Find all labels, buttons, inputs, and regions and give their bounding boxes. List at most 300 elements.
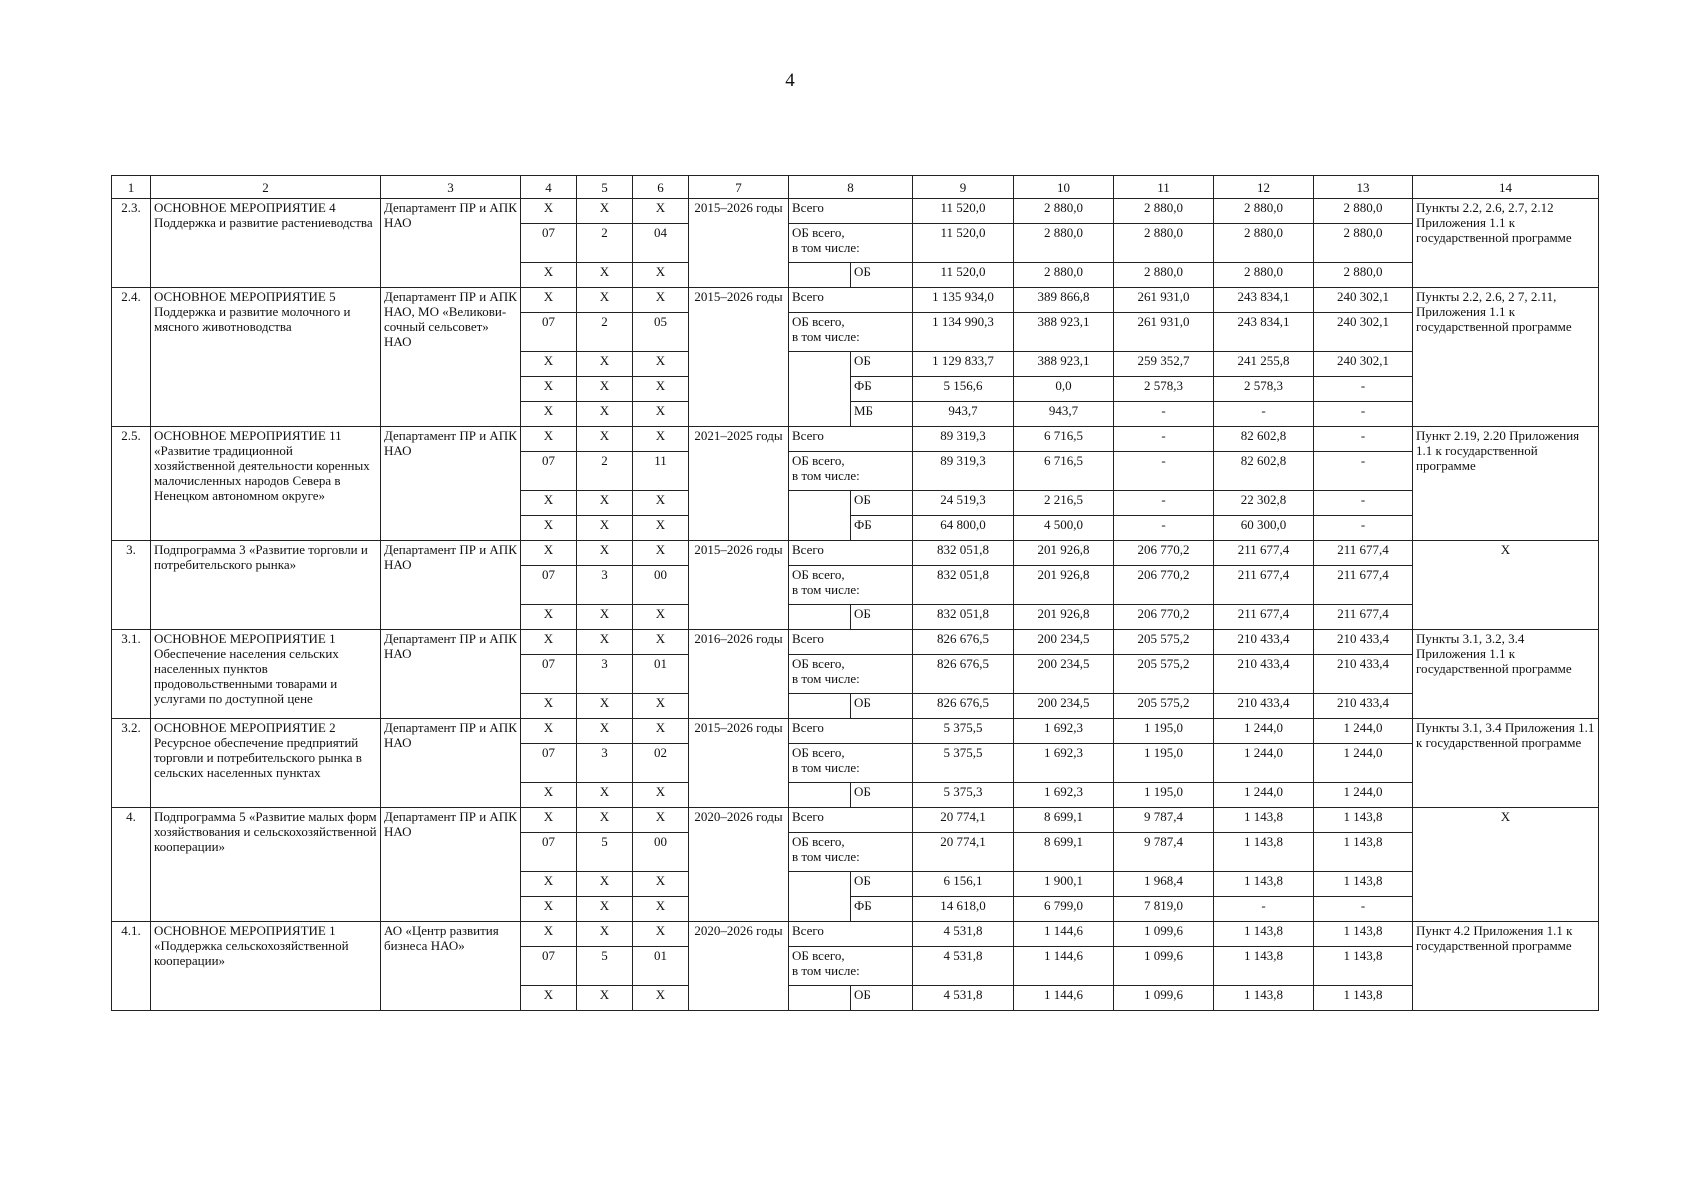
- spacer-cell: [789, 783, 851, 808]
- amount-cell: 210 433,4: [1214, 694, 1314, 719]
- total-label: Всего: [789, 922, 913, 947]
- amount-cell: 2 880,0: [1314, 199, 1413, 224]
- amount-cell: -: [1214, 897, 1314, 922]
- code-cell: Х: [633, 377, 689, 402]
- ob-total-text: ОБ всего,: [792, 567, 845, 582]
- fb-label: ФБ: [851, 377, 913, 402]
- code-cell: 00: [633, 566, 689, 605]
- measure-row: [112, 288, 1599, 313]
- fb-label: ФБ: [851, 516, 913, 541]
- amount-cell: 2 880,0: [1014, 199, 1114, 224]
- amount-cell: 20 774,1: [913, 808, 1014, 833]
- amount-cell: 2 880,0: [1014, 263, 1114, 288]
- column-header: 3: [381, 176, 521, 199]
- ob-total-label: [789, 744, 913, 783]
- amount-cell: 261 931,0: [1114, 313, 1214, 352]
- including-text: в том числе:: [792, 671, 860, 686]
- amount-cell: 826 676,5: [913, 694, 1014, 719]
- amount-cell: 6 716,5: [1014, 427, 1114, 452]
- amount-cell: 9 787,4: [1114, 833, 1214, 872]
- row-number: 3.: [112, 541, 151, 630]
- amount-cell: 205 575,2: [1114, 630, 1214, 655]
- code-cell: Х: [521, 491, 577, 516]
- reference: Пункты 2.2, 2.6, 2.7, 2.12 Приложения 1.1 к государственной программе: [1413, 199, 1599, 288]
- amount-cell: 2 880,0: [1114, 224, 1214, 263]
- amount-cell: 826 676,5: [913, 655, 1014, 694]
- code-cell: 04: [633, 224, 689, 263]
- code-cell: Х: [633, 263, 689, 288]
- code-cell: Х: [521, 986, 577, 1011]
- ob-total-text: ОБ всего,: [792, 225, 845, 240]
- amount-cell: 2 578,3: [1214, 377, 1314, 402]
- code-cell: 07: [521, 224, 577, 263]
- measure-name: Подпрограмма 3 «Развитие торговли и потребительского рынка»: [151, 541, 381, 630]
- amount-cell: 20 774,1: [913, 833, 1014, 872]
- reference: Х: [1413, 808, 1599, 922]
- reference: Х: [1413, 541, 1599, 630]
- reference: Пункт 2.19, 2.20 Приложения 1.1 к государственной программе: [1413, 427, 1599, 541]
- spacer-cell: [789, 605, 851, 630]
- code-cell: Х: [521, 783, 577, 808]
- amount-cell: 2 880,0: [1014, 224, 1114, 263]
- amount-cell: 1 099,6: [1114, 947, 1214, 986]
- mb-label: МБ: [851, 402, 913, 427]
- amount-cell: 1 134 990,3: [913, 313, 1014, 352]
- code-cell: Х: [521, 199, 577, 224]
- amount-cell: 4 500,0: [1014, 516, 1114, 541]
- amount-cell: 1 129 833,7: [913, 352, 1014, 377]
- code-cell: Х: [521, 427, 577, 452]
- measure-row: [112, 808, 1599, 833]
- years: 2015–2026 годы: [689, 541, 789, 630]
- amount-cell: -: [1114, 452, 1214, 491]
- amount-cell: 1 692,3: [1014, 719, 1114, 744]
- amount-cell: 200 234,5: [1014, 630, 1114, 655]
- code-cell: Х: [577, 199, 633, 224]
- measure-name: Подпрограмма 5 «Развитие малых форм хозяйствования и сельскохозяйственной кооперации»: [151, 808, 381, 922]
- ob-total-label: [789, 833, 913, 872]
- code-cell: Х: [633, 783, 689, 808]
- amount-cell: 1 244,0: [1314, 783, 1413, 808]
- amount-cell: 240 302,1: [1314, 288, 1413, 313]
- code-cell: 3: [577, 744, 633, 783]
- measure-name: ОСНОВНОЕ МЕРОПРИЯТИЕ 1 Обеспечение населения сельских населенных пунктов продовольственными товарами и услугами по доступной цене: [151, 630, 381, 719]
- amount-cell: 1 195,0: [1114, 719, 1214, 744]
- spacer-cell: [789, 986, 851, 1011]
- amount-cell: 6 799,0: [1014, 897, 1114, 922]
- amount-cell: 832 051,8: [913, 605, 1014, 630]
- total-label: Всего: [789, 630, 913, 655]
- amount-cell: 1 143,8: [1214, 808, 1314, 833]
- amount-cell: 82 602,8: [1214, 427, 1314, 452]
- code-cell: 07: [521, 744, 577, 783]
- amount-cell: 211 677,4: [1214, 541, 1314, 566]
- amount-cell: 1 144,6: [1014, 947, 1114, 986]
- code-cell: Х: [577, 352, 633, 377]
- table-body: [112, 176, 1599, 1011]
- column-header: 1: [112, 176, 151, 199]
- amount-cell: 1 195,0: [1114, 783, 1214, 808]
- page-number: 4: [785, 70, 795, 91]
- amount-cell: 210 433,4: [1214, 655, 1314, 694]
- executor: Департамент ПР и АПК НАО: [381, 199, 521, 288]
- amount-cell: 200 234,5: [1014, 655, 1114, 694]
- column-header: 14: [1413, 176, 1599, 199]
- including-text: в том числе:: [792, 582, 860, 597]
- including-text: в том числе:: [792, 849, 860, 864]
- years: 2015–2026 годы: [689, 719, 789, 808]
- amount-cell: -: [1114, 402, 1214, 427]
- code-cell: Х: [633, 516, 689, 541]
- code-cell: 5: [577, 947, 633, 986]
- amount-cell: 4 531,8: [913, 947, 1014, 986]
- amount-cell: 200 234,5: [1014, 694, 1114, 719]
- total-label: Всего: [789, 541, 913, 566]
- code-cell: Х: [521, 288, 577, 313]
- code-cell: 2: [577, 452, 633, 491]
- code-cell: Х: [633, 402, 689, 427]
- amount-cell: 1 968,4: [1114, 872, 1214, 897]
- code-cell: Х: [521, 694, 577, 719]
- including-text: в том числе:: [792, 963, 860, 978]
- code-cell: Х: [633, 986, 689, 1011]
- amount-cell: 89 319,3: [913, 427, 1014, 452]
- amount-cell: 1 143,8: [1314, 872, 1413, 897]
- code-cell: Х: [633, 872, 689, 897]
- column-header: 11: [1114, 176, 1214, 199]
- ob-label: ОБ: [851, 694, 913, 719]
- measure-name: ОСНОВНОЕ МЕРОПРИЯТИЕ 11 «Развитие традиционной хозяйственной деятельности коренных малочисленных народов Севера в Ненецком автономном округе»: [151, 427, 381, 541]
- total-label: Всего: [789, 719, 913, 744]
- code-cell: Х: [521, 808, 577, 833]
- row-number: 4.: [112, 808, 151, 922]
- code-cell: Х: [577, 402, 633, 427]
- measure-row: [112, 541, 1599, 566]
- spacer-cell: [789, 872, 851, 922]
- amount-cell: -: [1114, 491, 1214, 516]
- executor: АО «Центр развития бизнеса НАО»: [381, 922, 521, 1011]
- ob-total-label: [789, 313, 913, 352]
- amount-cell: 5 375,5: [913, 719, 1014, 744]
- code-cell: 01: [633, 947, 689, 986]
- executor: Департамент ПР и АПК НАО: [381, 808, 521, 922]
- amount-cell: 2 880,0: [1214, 224, 1314, 263]
- code-cell: Х: [521, 872, 577, 897]
- measure-row: [112, 922, 1599, 947]
- amount-cell: 210 433,4: [1314, 630, 1413, 655]
- column-header: 13: [1314, 176, 1413, 199]
- amount-cell: 240 302,1: [1314, 313, 1413, 352]
- amount-cell: 1 135 934,0: [913, 288, 1014, 313]
- code-cell: 3: [577, 566, 633, 605]
- amount-cell: 1 099,6: [1114, 922, 1214, 947]
- amount-cell: 243 834,1: [1214, 288, 1314, 313]
- amount-cell: 201 926,8: [1014, 541, 1114, 566]
- amount-cell: 2 880,0: [1114, 199, 1214, 224]
- code-cell: 07: [521, 313, 577, 352]
- code-cell: Х: [521, 719, 577, 744]
- amount-cell: 64 800,0: [913, 516, 1014, 541]
- row-number: 2.4.: [112, 288, 151, 427]
- ob-total-text: ОБ всего,: [792, 745, 845, 760]
- amount-cell: 205 575,2: [1114, 694, 1214, 719]
- amount-cell: 388 923,1: [1014, 313, 1114, 352]
- amount-cell: 1 143,8: [1314, 833, 1413, 872]
- code-cell: 3: [577, 655, 633, 694]
- amount-cell: 11 520,0: [913, 263, 1014, 288]
- amount-cell: 60 300,0: [1214, 516, 1314, 541]
- measure-name: ОСНОВНОЕ МЕРОПРИЯТИЕ 2 Ресурсное обеспечение предприятий торговли и потребительского рынка в сельских населенных пунктах: [151, 719, 381, 808]
- amount-cell: 5 375,5: [913, 744, 1014, 783]
- executor: Департамент ПР и АПК НАО: [381, 427, 521, 541]
- amount-cell: 1 143,8: [1314, 986, 1413, 1011]
- measure-row: [112, 719, 1599, 744]
- amount-cell: 9 787,4: [1114, 808, 1214, 833]
- amount-cell: 206 770,2: [1114, 541, 1214, 566]
- amount-cell: 24 519,3: [913, 491, 1014, 516]
- row-number: 3.2.: [112, 719, 151, 808]
- amount-cell: -: [1114, 516, 1214, 541]
- header-row: [112, 176, 1599, 199]
- code-cell: Х: [521, 516, 577, 541]
- ob-total-label: [789, 655, 913, 694]
- row-number: 4.1.: [112, 922, 151, 1011]
- code-cell: Х: [577, 719, 633, 744]
- ob-label: ОБ: [851, 783, 913, 808]
- amount-cell: 389 866,8: [1014, 288, 1114, 313]
- code-cell: 01: [633, 655, 689, 694]
- executor: Департамент ПР и АПК НАО: [381, 630, 521, 719]
- spacer-cell: [789, 694, 851, 719]
- amount-cell: -: [1314, 516, 1413, 541]
- code-cell: Х: [633, 352, 689, 377]
- reference: Пункты 2.2, 2.6, 2 7, 2.11, Приложения 1.1 к государственной программе: [1413, 288, 1599, 427]
- code-cell: Х: [633, 605, 689, 630]
- ob-total-label: [789, 224, 913, 263]
- code-cell: Х: [633, 808, 689, 833]
- executor: Департамент ПР и АПК НАО: [381, 541, 521, 630]
- ob-total-text: ОБ всего,: [792, 656, 845, 671]
- amount-cell: 943,7: [913, 402, 1014, 427]
- total-label: Всего: [789, 199, 913, 224]
- amount-cell: 6 156,1: [913, 872, 1014, 897]
- code-cell: 00: [633, 833, 689, 872]
- code-cell: Х: [577, 541, 633, 566]
- including-text: в том числе:: [792, 760, 860, 775]
- ob-label: ОБ: [851, 352, 913, 377]
- code-cell: Х: [633, 199, 689, 224]
- amount-cell: 1 143,8: [1314, 808, 1413, 833]
- amount-cell: 832 051,8: [913, 541, 1014, 566]
- code-cell: Х: [577, 694, 633, 719]
- column-header: 7: [689, 176, 789, 199]
- ob-total-label: [789, 452, 913, 491]
- measure-row: [112, 199, 1599, 224]
- amount-cell: 943,7: [1014, 402, 1114, 427]
- amount-cell: 1 143,8: [1214, 872, 1314, 897]
- row-number: 2.3.: [112, 199, 151, 288]
- ob-label: ОБ: [851, 986, 913, 1011]
- reference: Пункты 3.1, 3.2, 3.4 Приложения 1.1 к государственной программе: [1413, 630, 1599, 719]
- amount-cell: 5 156,6: [913, 377, 1014, 402]
- amount-cell: 2 578,3: [1114, 377, 1214, 402]
- column-header: 5: [577, 176, 633, 199]
- amount-cell: 211 677,4: [1314, 605, 1413, 630]
- code-cell: Х: [633, 719, 689, 744]
- ob-total-text: ОБ всего,: [792, 834, 845, 849]
- code-cell: Х: [577, 897, 633, 922]
- code-cell: 02: [633, 744, 689, 783]
- years: 2015–2026 годы: [689, 288, 789, 427]
- ob-total-text: ОБ всего,: [792, 948, 845, 963]
- amount-cell: 2 880,0: [1314, 263, 1413, 288]
- code-cell: Х: [521, 402, 577, 427]
- code-cell: Х: [521, 352, 577, 377]
- amount-cell: 1 099,6: [1114, 986, 1214, 1011]
- code-cell: Х: [577, 263, 633, 288]
- amount-cell: 8 699,1: [1014, 808, 1114, 833]
- years: 2015–2026 годы: [689, 199, 789, 288]
- code-cell: Х: [633, 694, 689, 719]
- years: 2016–2026 годы: [689, 630, 789, 719]
- amount-cell: 1 144,6: [1014, 986, 1114, 1011]
- amount-cell: 2 880,0: [1114, 263, 1214, 288]
- code-cell: 5: [577, 833, 633, 872]
- amount-cell: 89 319,3: [913, 452, 1014, 491]
- ob-total-label: [789, 947, 913, 986]
- code-cell: Х: [521, 377, 577, 402]
- amount-cell: 259 352,7: [1114, 352, 1214, 377]
- amount-cell: 6 716,5: [1014, 452, 1114, 491]
- spacer-cell: [789, 491, 851, 541]
- amount-cell: 2 216,5: [1014, 491, 1114, 516]
- amount-cell: 1 143,8: [1314, 922, 1413, 947]
- ob-total-label: [789, 566, 913, 605]
- amount-cell: 4 531,8: [913, 922, 1014, 947]
- amount-cell: 206 770,2: [1114, 566, 1214, 605]
- amount-cell: 210 433,4: [1314, 694, 1413, 719]
- code-cell: Х: [521, 263, 577, 288]
- amount-cell: 240 302,1: [1314, 352, 1413, 377]
- amount-cell: 832 051,8: [913, 566, 1014, 605]
- amount-cell: 7 819,0: [1114, 897, 1214, 922]
- ob-label: ОБ: [851, 872, 913, 897]
- amount-cell: 388 923,1: [1014, 352, 1114, 377]
- amount-cell: 211 677,4: [1214, 566, 1314, 605]
- reference: Пункты 3.1, 3.4 Приложения 1.1 к государственной программе: [1413, 719, 1599, 808]
- amount-cell: 211 677,4: [1314, 541, 1413, 566]
- column-header: 10: [1014, 176, 1114, 199]
- amount-cell: 8 699,1: [1014, 833, 1114, 872]
- code-cell: Х: [577, 872, 633, 897]
- amount-cell: 11 520,0: [913, 224, 1014, 263]
- amount-cell: -: [1314, 427, 1413, 452]
- code-cell: Х: [633, 288, 689, 313]
- amount-cell: 1 143,8: [1214, 986, 1314, 1011]
- amount-cell: 206 770,2: [1114, 605, 1214, 630]
- code-cell: 07: [521, 566, 577, 605]
- code-cell: 2: [577, 224, 633, 263]
- amount-cell: 201 926,8: [1014, 566, 1114, 605]
- amount-cell: 0,0: [1014, 377, 1114, 402]
- code-cell: Х: [577, 605, 633, 630]
- amount-cell: 1 143,8: [1314, 947, 1413, 986]
- code-cell: Х: [633, 491, 689, 516]
- amount-cell: 1 244,0: [1314, 744, 1413, 783]
- amount-cell: 1 244,0: [1314, 719, 1413, 744]
- amount-cell: 826 676,5: [913, 630, 1014, 655]
- code-cell: 07: [521, 947, 577, 986]
- amount-cell: 1 143,8: [1214, 947, 1314, 986]
- code-cell: Х: [633, 427, 689, 452]
- column-header: 2: [151, 176, 381, 199]
- amount-cell: 1 692,3: [1014, 744, 1114, 783]
- measure-name: ОСНОВНОЕ МЕРОПРИЯТИЕ 5 Поддержка и развитие молочного и мясного животноводства: [151, 288, 381, 427]
- code-cell: 07: [521, 833, 577, 872]
- column-header: 9: [913, 176, 1014, 199]
- years: 2020–2026 годы: [689, 808, 789, 922]
- amount-cell: 2 880,0: [1214, 199, 1314, 224]
- amount-cell: 241 255,8: [1214, 352, 1314, 377]
- amount-cell: -: [1314, 897, 1413, 922]
- code-cell: Х: [577, 427, 633, 452]
- amount-cell: 82 602,8: [1214, 452, 1314, 491]
- amount-cell: 14 618,0: [913, 897, 1014, 922]
- code-cell: Х: [577, 288, 633, 313]
- code-cell: Х: [521, 605, 577, 630]
- ob-total-text: ОБ всего,: [792, 453, 845, 468]
- code-cell: 05: [633, 313, 689, 352]
- amount-cell: 1 244,0: [1214, 744, 1314, 783]
- amount-cell: 210 433,4: [1314, 655, 1413, 694]
- amount-cell: 2 880,0: [1214, 263, 1314, 288]
- code-cell: Х: [521, 897, 577, 922]
- column-header: 4: [521, 176, 577, 199]
- reference: Пункт 4.2 Приложения 1.1 к государственной программе: [1413, 922, 1599, 1011]
- including-text: в том числе:: [792, 468, 860, 483]
- executor: Департамент ПР и АПК НАО, МО «Великови-сочный сельсовет» НАО: [381, 288, 521, 427]
- program-table: [111, 175, 1599, 1011]
- code-cell: Х: [577, 922, 633, 947]
- amount-cell: -: [1314, 452, 1413, 491]
- ob-total-text: ОБ всего,: [792, 314, 845, 329]
- code-cell: Х: [577, 491, 633, 516]
- amount-cell: 22 302,8: [1214, 491, 1314, 516]
- code-cell: Х: [521, 541, 577, 566]
- including-text: в том числе:: [792, 240, 860, 255]
- amount-cell: 210 433,4: [1214, 630, 1314, 655]
- code-cell: 07: [521, 655, 577, 694]
- amount-cell: 1 900,1: [1014, 872, 1114, 897]
- including-text: в том числе:: [792, 329, 860, 344]
- code-cell: Х: [577, 783, 633, 808]
- amount-cell: 1 143,8: [1214, 922, 1314, 947]
- code-cell: Х: [521, 630, 577, 655]
- total-label: Всего: [789, 427, 913, 452]
- amount-cell: -: [1314, 491, 1413, 516]
- amount-cell: 1 195,0: [1114, 744, 1214, 783]
- code-cell: Х: [633, 897, 689, 922]
- amount-cell: -: [1114, 427, 1214, 452]
- code-cell: Х: [577, 630, 633, 655]
- amount-cell: 1 244,0: [1214, 719, 1314, 744]
- measure-row: [112, 630, 1599, 655]
- code-cell: Х: [633, 922, 689, 947]
- amount-cell: 211 677,4: [1214, 605, 1314, 630]
- column-header: 12: [1214, 176, 1314, 199]
- code-cell: Х: [577, 986, 633, 1011]
- years: 2020–2026 годы: [689, 922, 789, 1011]
